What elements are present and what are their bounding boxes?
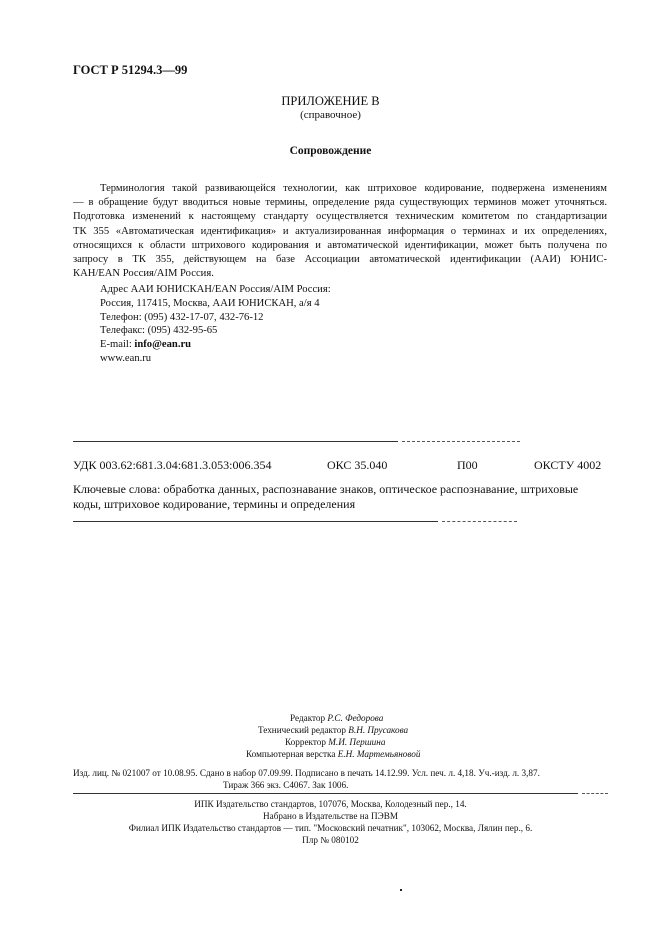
paragraph-line: ТК 355 «Автоматическая идентификация» и актуализированная информация о терминах и их определениях, <box>73 225 607 237</box>
website-link[interactable]: www.ean.ru <box>100 352 152 364</box>
page-mark <box>400 889 402 891</box>
corrector-name: М.И. Першина <box>328 737 386 747</box>
corrector-line <box>285 736 385 748</box>
separator-line <box>73 793 578 794</box>
address-line: Россия, 117415, Москва, ААИ ЮНИСКАН, а/я 4 <box>100 297 320 309</box>
separator-line <box>582 793 608 794</box>
layout-label: Компьютерная верстка <box>246 749 338 759</box>
okstu-code: ОКСТУ 4002 <box>534 458 602 472</box>
separator-line <box>402 441 520 442</box>
separator-line <box>73 521 438 522</box>
corrector-label: Корректор <box>285 737 329 747</box>
editor-label: Редактор <box>290 713 328 723</box>
paragraph-line: Подготовка изменений к настоящему стандарту осуществляется техническим комитетом по стандартизации <box>73 211 607 223</box>
publication-line: ИПК Издательство стандартов, 107076, Москва, Колодезный пер., 14. <box>194 799 467 809</box>
phone-line: Телефон: (095) 432-17-07, 432-76-12 <box>100 311 264 323</box>
tech-editor-line <box>258 724 408 736</box>
udk-code: УДК 003.62:681.3.04:681.3.053:006.354 <box>73 458 272 472</box>
email-line <box>100 338 331 352</box>
paragraph-line: запросу в ТК 355, действующем на базе Ассоциации автоматической идентификации (ААИ) ЮНИС- <box>73 254 607 266</box>
paragraph-line: Терминология такой развивающейся технологии, как штриховое кодирование, подвержена изменениям <box>100 183 607 194</box>
fax-line: Телефакс: (095) 432-95-65 <box>100 325 218 337</box>
separator-line <box>442 521 517 522</box>
paragraph-line: КАН/EAN Россия/AIM Россия. <box>73 268 214 280</box>
tech-editor-label: Технический редактор <box>258 725 349 735</box>
paragraph-line: — в обращение будут вводиться новые термины, определение ряда существующих терминов может уточняться. <box>73 197 607 209</box>
layout-name: Е.Н. Мартемьяновой <box>337 749 421 759</box>
publication-line: Изд. лиц. № 021007 от 10.08.95. Сдано в набор 07.09.99. Подписано в печать 14.12.99. Усл. печ. л. 4,18. Уч.-изд. л. 3,87. <box>73 768 540 778</box>
maintenance-paragraph <box>73 182 607 281</box>
email-label: E-mail: <box>100 339 135 351</box>
publication-line: Плр № 080102 <box>302 835 359 845</box>
publication-line: Тираж 366 экз. С4067. Зак 1006. <box>223 780 349 790</box>
appendix-subtitle: (справочное) <box>300 109 361 121</box>
p00-code: П00 <box>457 458 478 472</box>
editor-line <box>290 712 383 724</box>
standard-number: ГОСТ Р 51294.3—99 <box>73 63 188 77</box>
email-link[interactable]: info@ean.ru <box>134 339 192 351</box>
publication-line: Филиал ИПК Издательство стандартов — тип. "Московский печатник", 103062, Москва, Лялин пер., 6. <box>128 823 533 833</box>
layout-line <box>246 748 420 760</box>
address-line: Адрес ААИ ЮНИСКАН/EAN Россия/AIM Россия: <box>100 284 331 295</box>
appendix-title: ПРИЛОЖЕНИЕ В <box>281 94 380 108</box>
separator-line <box>73 441 398 442</box>
keywords: Ключевые слова: обработка данных, распознавание знаков, оптическое распознавание, штриховые коды, штриховое кодирование, термины и определения <box>73 482 579 511</box>
oks-code: ОКС 35.040 <box>327 458 388 472</box>
publication-line: Набрано в Издательстве на ПЭВМ <box>262 811 399 821</box>
contact-block <box>100 283 331 366</box>
paragraph-line: относящихся к области штрихового кодирования и автоматической идентификации, может быть получена по <box>73 239 607 251</box>
section-title: Сопровождение <box>289 145 372 157</box>
editor-name: Р.С. Федорова <box>327 713 384 723</box>
tech-editor-name: В.Н. Прусакова <box>348 725 409 735</box>
